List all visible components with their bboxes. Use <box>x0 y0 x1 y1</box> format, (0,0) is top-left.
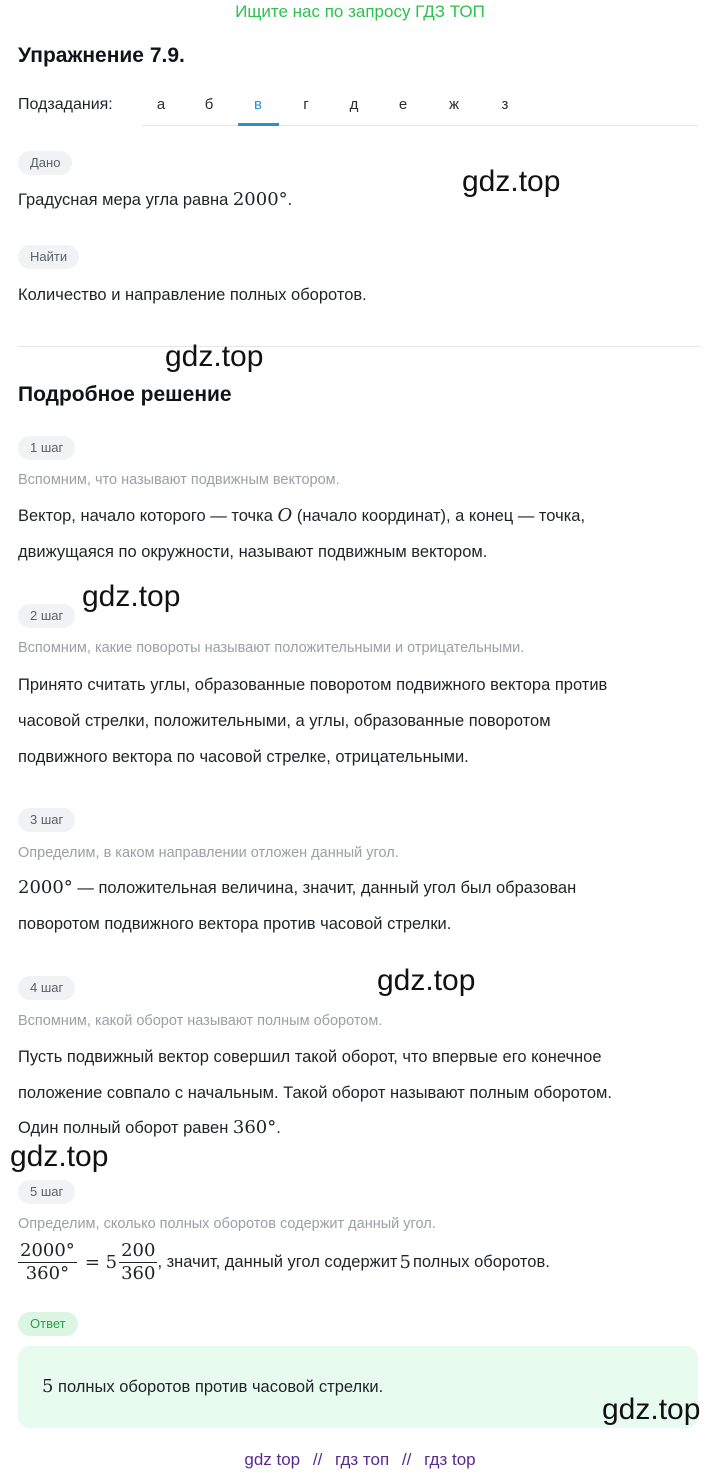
step-5-text-suffix: полных оборотов. <box>412 1253 550 1271</box>
subtask-tab-v[interactable]: в <box>254 96 262 113</box>
footer-links <box>0 1450 720 1470</box>
fraction-denominator: 360° <box>25 1263 70 1284</box>
watermark: gdz.top <box>165 340 264 373</box>
fraction-2000-over-360 <box>18 1240 77 1285</box>
step-3-line-1 <box>18 870 576 906</box>
step-4-line-3-suffix: . <box>276 1119 281 1137</box>
step-3-line-2: поворотом подвижного вектора против часовой стрелки. <box>18 915 452 933</box>
step-5-formula <box>18 1240 550 1285</box>
step-5-text-middle: , значит, данный угол содержит <box>157 1253 398 1271</box>
watermark: gdz.top <box>377 964 476 997</box>
subtask-tab-g[interactable]: г <box>303 96 309 113</box>
step-1-line-1-prefix: Вектор, начало которого — точка <box>18 507 278 525</box>
step-2-pill: 2 шаг <box>18 604 75 628</box>
step-2-line-1: Принято считать углы, образованные поворотом подвижного вектора против <box>18 676 608 694</box>
fraction-200-over-360 <box>119 1240 157 1285</box>
given-text-suffix: . <box>287 191 293 209</box>
step-2-hint: Вспомним, какие повороты называют положительными и отрицательными. <box>18 640 525 656</box>
active-tab-indicator <box>238 123 279 126</box>
step-3-pill: 3 шаг <box>18 808 75 832</box>
footer-separator: // <box>401 1450 412 1469</box>
subtask-tab-e[interactable]: е <box>398 96 408 113</box>
fraction-numerator: 2000° <box>20 1240 75 1261</box>
step-1-pill: 1 шаг <box>18 436 75 460</box>
step-1-line-2: движущаяся по окружности, называют подвижным вектором. <box>18 543 488 561</box>
subtask-tab-a[interactable]: а <box>156 96 166 113</box>
watermark: gdz.top <box>462 165 561 198</box>
find-pill: Найти <box>18 245 79 269</box>
subtask-tab-z[interactable]: з <box>501 96 509 113</box>
given-value: 2000° <box>232 189 288 210</box>
answer-pill: Ответ <box>18 1312 78 1336</box>
footer-link-gdz-top[interactable]: gdz top <box>244 1450 301 1469</box>
subtasks-label: Подзадания: <box>18 96 113 113</box>
watermark: gdz.top <box>10 1140 109 1173</box>
step-5-hint: Определим, сколько полных оборотов содержит данный угол. <box>18 1216 436 1232</box>
step-2-line-3: подвижного вектора по часовой стрелке, отрицательными. <box>18 748 469 766</box>
given-text-prefix: Градусная мера угла равна <box>18 191 233 209</box>
promo-banner[interactable]: Ищите нас по запросу ГДЗ ТОП <box>235 2 485 21</box>
step-4-line-3-prefix: Один полный оборот равен <box>18 1119 233 1137</box>
fraction-numerator: 200 <box>121 1240 156 1261</box>
step-3-angle: 2000° <box>18 877 73 898</box>
subtasks-divider <box>142 125 698 126</box>
step-5-count: 5 <box>399 1252 411 1273</box>
step-1-line-1-suffix: (начало координат), а конец — точка, <box>292 507 586 525</box>
given-text <box>18 182 292 218</box>
answer-text-body: полных оборотов против часовой стрелки. <box>53 1378 384 1396</box>
step-1-point-o: O <box>277 505 293 526</box>
equals-five: = 5 <box>84 1252 118 1273</box>
footer-link-gdz-top-ru[interactable]: гдз топ <box>335 1450 390 1469</box>
watermark: gdz.top <box>602 1393 701 1426</box>
watermark: gdz.top <box>82 580 181 613</box>
step-4-full-turn: 360° <box>232 1117 277 1138</box>
answer-text <box>42 1369 383 1405</box>
solution-title: Подробное решение <box>18 383 232 406</box>
subtask-tab-zh[interactable]: ж <box>448 96 460 113</box>
step-4-pill: 4 шаг <box>18 976 75 1000</box>
subtask-tab-b[interactable]: б <box>204 96 214 113</box>
step-3-hint: Определим, в каком направлении отложен данный угол. <box>18 845 399 861</box>
step-4-hint: Вспомним, какой оборот называют полным оборотом. <box>18 1013 383 1029</box>
footer-separator: // <box>312 1450 323 1469</box>
step-1-line-1 <box>18 498 585 534</box>
step-2-line-2: часовой стрелки, положительными, а углы, образованные поворотом <box>18 712 551 730</box>
footer-link-gdz-top-mixed[interactable]: гдз top <box>424 1450 476 1469</box>
exercise-title: Упражнение 7.9. <box>18 44 185 67</box>
subtask-tab-d[interactable]: д <box>349 96 359 113</box>
section-divider <box>18 346 700 347</box>
fraction-denominator: 360 <box>121 1263 156 1284</box>
step-3-line-1-suffix: — положительная величина, значит, данный угол был образован <box>72 879 577 897</box>
step-5-pill: 5 шаг <box>18 1180 75 1204</box>
find-text: Количество и направление полных оборотов. <box>18 286 367 304</box>
step-1-hint: Вспомним, что называют подвижным вектором. <box>18 472 340 488</box>
step-4-line-1: Пусть подвижный вектор совершил такой оборот, что впервые его конечное <box>18 1048 602 1066</box>
step-4-line-2: положение совпало с начальным. Такой оборот называют полным оборотом. <box>18 1084 612 1102</box>
given-pill: Дано <box>18 151 72 175</box>
answer-count: 5 <box>42 1376 54 1397</box>
